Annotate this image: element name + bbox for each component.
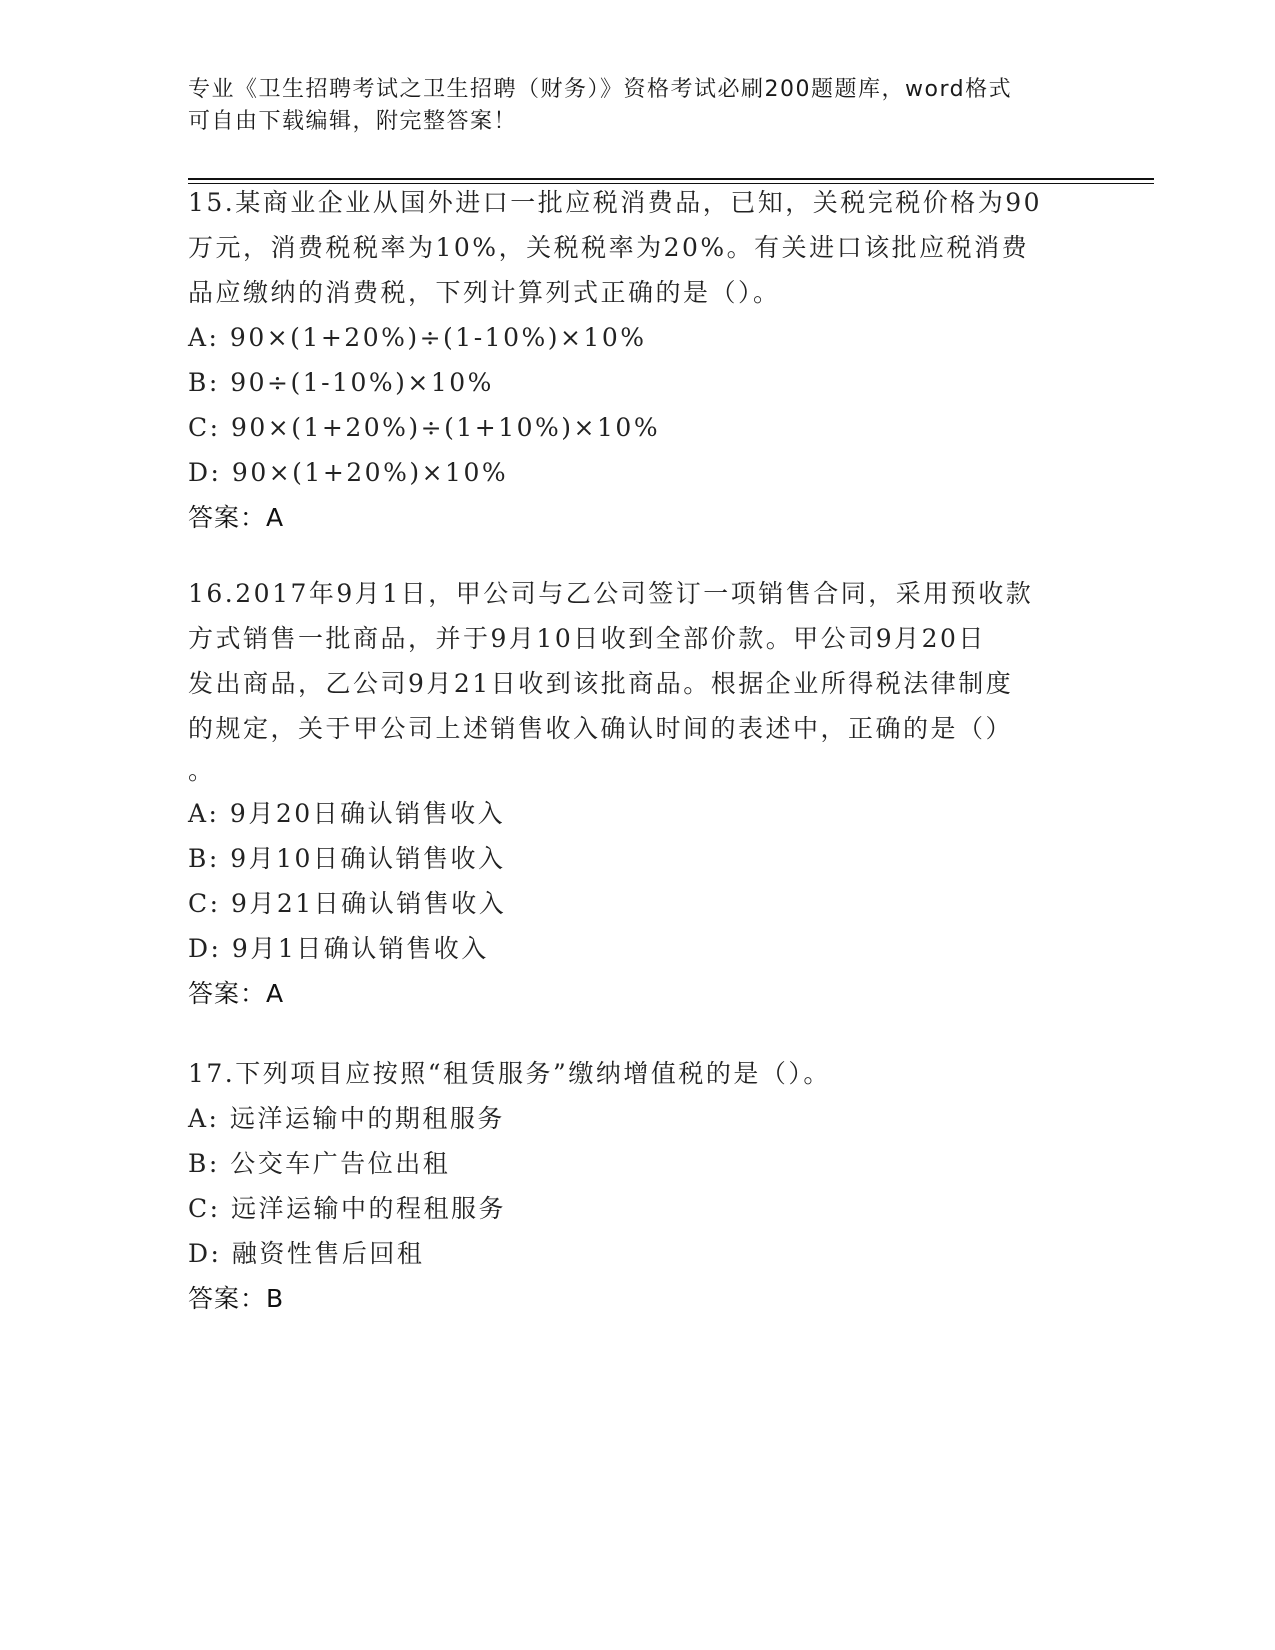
option-d: D: 融资性售后回租 [188, 1239, 425, 1268]
answer-line: 答案：A [188, 503, 285, 532]
question-text-line: 。 [188, 756, 216, 785]
option-d: D: 90×(1+20%)×10% [188, 458, 509, 487]
question-block [188, 1051, 1088, 1321]
question-block [188, 571, 1088, 1016]
question-text-line: 15.某商业企业从国外进口一批应税消费品，已知，关税完税价格为90 [188, 188, 1043, 217]
question-text-line: 的规定，关于甲公司上述销售收入确认时间的表述中，正确的是（） [188, 714, 1014, 743]
question-text-line: 方式销售一批商品，并于9月10日收到全部价款。甲公司9月20日 [188, 624, 986, 653]
header-line-2: 可自由下载编辑，附完整答案！ [188, 109, 518, 134]
answer-line: 答案：B [188, 1284, 285, 1313]
header-line-1: 专业《卫生招聘考试之卫生招聘（财务）》资格考试必刷200题题库，word格式 [188, 77, 1013, 102]
option-b: B: 9月10日确认销售收入 [188, 844, 506, 873]
answer-line: 答案：A [188, 979, 285, 1008]
question-text-line: 16.2017年9月1日，甲公司与乙公司签订一项销售合同，采用预收款 [188, 579, 1034, 608]
option-b: B: 90÷(1-10%)×10% [188, 368, 494, 397]
question-block [188, 180, 1088, 540]
option-a: A: 90×(1+20%)÷(1-10%)×10% [188, 323, 647, 352]
option-d: D: 9月1日确认销售收入 [188, 934, 489, 963]
option-c: C: 90×(1+20%)÷(1+10%)×10% [188, 413, 661, 442]
question-text-line: 17.下列项目应按照“租赁服务”缴纳增值税的是（）。 [188, 1059, 831, 1088]
question-text-line: 品应缴纳的消费税，下列计算列式正确的是（）。 [188, 278, 781, 307]
question-text-line: 万元，消费税税率为10%，关税税率为20%。有关进口该批应税消费 [188, 233, 1030, 262]
document-header [188, 74, 1068, 138]
option-a: A: 9月20日确认销售收入 [188, 799, 506, 828]
option-a: A: 远洋运输中的期租服务 [188, 1104, 505, 1133]
option-b: B: 公交车广告位出租 [188, 1149, 451, 1178]
option-c: C: 9月21日确认销售收入 [188, 889, 507, 918]
question-text-line: 发出商品，乙公司9月21日收到该批商品。根据企业所得税法律制度 [188, 669, 1014, 698]
option-c: C: 远洋运输中的程租服务 [188, 1194, 506, 1223]
